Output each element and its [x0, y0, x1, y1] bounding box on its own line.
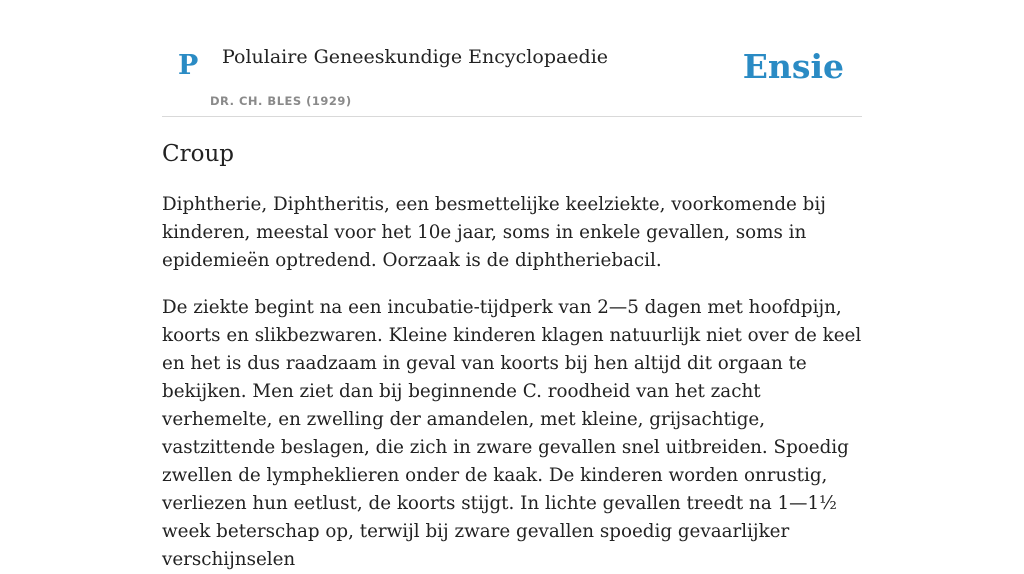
site-header — [162, 0, 862, 117]
author-byline: DR. CH. BLES (1929) — [210, 94, 352, 108]
article-paragraph: Diphtherie, Diphtheritis, een besmettelijke keelziekte, voorkomende bij kinderen, meestal voor het 10e jaar, soms in enkele gevallen, soms in epidemieën optredend. Oorzaak is de diphtheriebacil. — [162, 193, 826, 271]
article-headword: Croup — [162, 141, 234, 167]
article — [162, 141, 862, 574]
page — [162, 0, 862, 570]
publication-logo[interactable]: P — [178, 50, 199, 81]
article-paragraph: De ziekte begint na een incubatie-tijdperk van 2—5 dagen met hoofdpijn, koorts en slikbezwaren. Kleine kinderen klagen natuurlijk niet over de keel en het is dus raadzaam in geval van koorts bij hen altijd dit orgaan te bekijken. Men ziet dan bij beginnende C. roodheid van het zacht verhemelte, en zwelling der amandelen, met kleine, grijsachtige, vastzittende beslagen, die zich in zware gevallen snel uitbreiden. Spoedig zwellen de lympheklieren onder de kaak. De kinderen worden onrustig, verliezen hun eetlust, de koorts stijgt. In lichte gevallen treedt na 1—1½ week beterschap op, terwijl bij zware gevallen spoedig gevaarlijker verschijnselen — [162, 296, 862, 570]
brand-logo-link[interactable]: Ensie — [742, 47, 844, 86]
book-title-link[interactable]: Polulaire Geneeskundige Encyclopaedie — [222, 46, 609, 68]
